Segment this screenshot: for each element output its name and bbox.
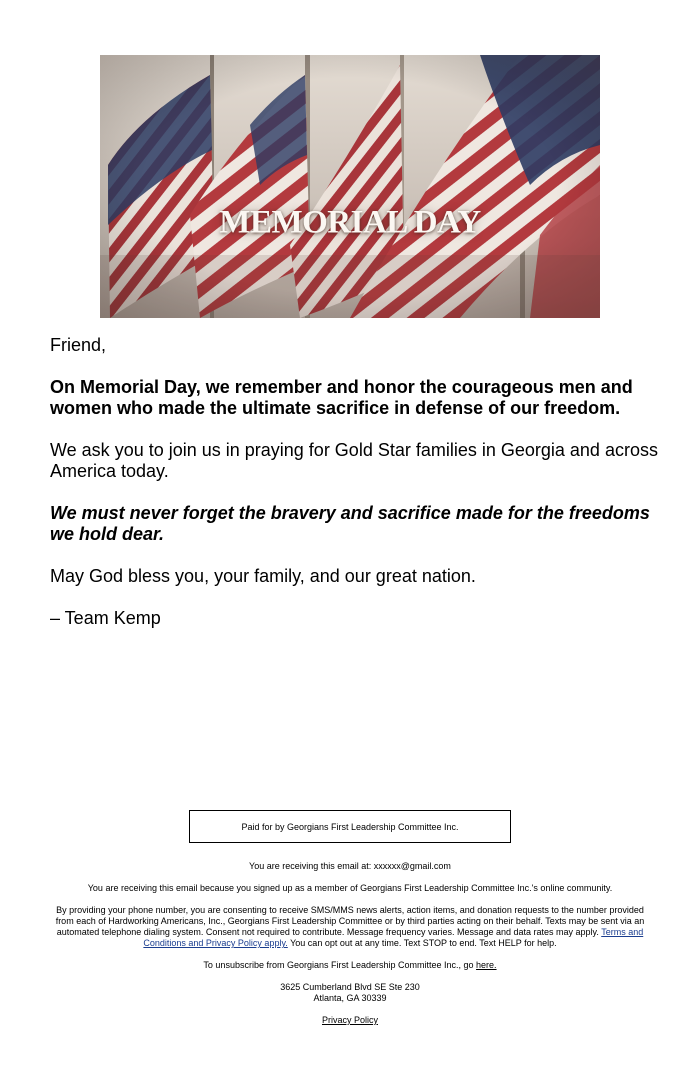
privacy-line xyxy=(50,1015,650,1026)
never-forget-paragraph: We must never forget the bravery and sacrifice made for the freedoms we hold dear. xyxy=(50,503,650,544)
greeting: Friend, xyxy=(50,335,107,355)
privacy-policy-link[interactable]: Privacy Policy xyxy=(321,1015,378,1025)
sms-suffix: You can opt out at any time. Text STOP to end. Text HELP for help. xyxy=(287,938,557,948)
mailing-address xyxy=(50,982,650,1004)
email-body xyxy=(50,335,660,650)
paid-for-text: Paid for by Georgians First Leadership Committee Inc. xyxy=(241,821,459,832)
address-line-2: Atlanta, GA 30339 xyxy=(313,993,387,1003)
address-line-1: 3625 Cumberland Blvd SE Ste 230 xyxy=(280,982,420,992)
unsubscribe-prefix: To unsubscribe from Georgians First Leadership Committee Inc., go xyxy=(203,960,477,970)
paid-for-box xyxy=(189,810,511,843)
signature: – Team Kemp xyxy=(50,608,161,628)
signup-reason: You are receiving this email because you signed up as a member of Georgians First Leadership Committee Inc.'s online community. xyxy=(87,883,613,893)
receiving-prefix: You are receiving this email at: xyxy=(249,861,374,871)
terms-link[interactable]: Terms and Conditions and Privacy Policy apply. xyxy=(143,927,644,948)
unsubscribe-line xyxy=(50,960,650,971)
blessing-paragraph: May God bless you, your family, and our great nation. xyxy=(50,566,476,586)
receiving-email-line xyxy=(50,861,650,872)
flags-image xyxy=(100,55,600,318)
unsubscribe-link[interactable]: here. xyxy=(476,960,497,970)
hero-title: MEMORIAL DAY xyxy=(219,204,481,241)
recipient-email: xxxxxx@gmail.com xyxy=(373,861,451,871)
sms-text: By providing your phone number, you are consenting to receive SMS/MMS news alerts, action items, and donation requests to the number provided from each of Hardworking Americans, Inc., Georgians First Leadership Committee or by third parties acting on their behalf. Texts may be sent via an automated telephone dialing system. Consent not required to contribute. Message frequency varies. Message and data rates may apply. xyxy=(55,905,645,937)
prayer-paragraph: We ask you to join us in praying for Gold Star families in Georgia and across America today. xyxy=(50,440,658,481)
hero-banner xyxy=(100,55,600,318)
memorial-paragraph: On Memorial Day, we remember and honor the courageous men and women who made the ultimate sacrifice in defense of our freedom. xyxy=(50,377,633,418)
email-footer xyxy=(50,861,650,1037)
sms-consent xyxy=(50,905,650,949)
